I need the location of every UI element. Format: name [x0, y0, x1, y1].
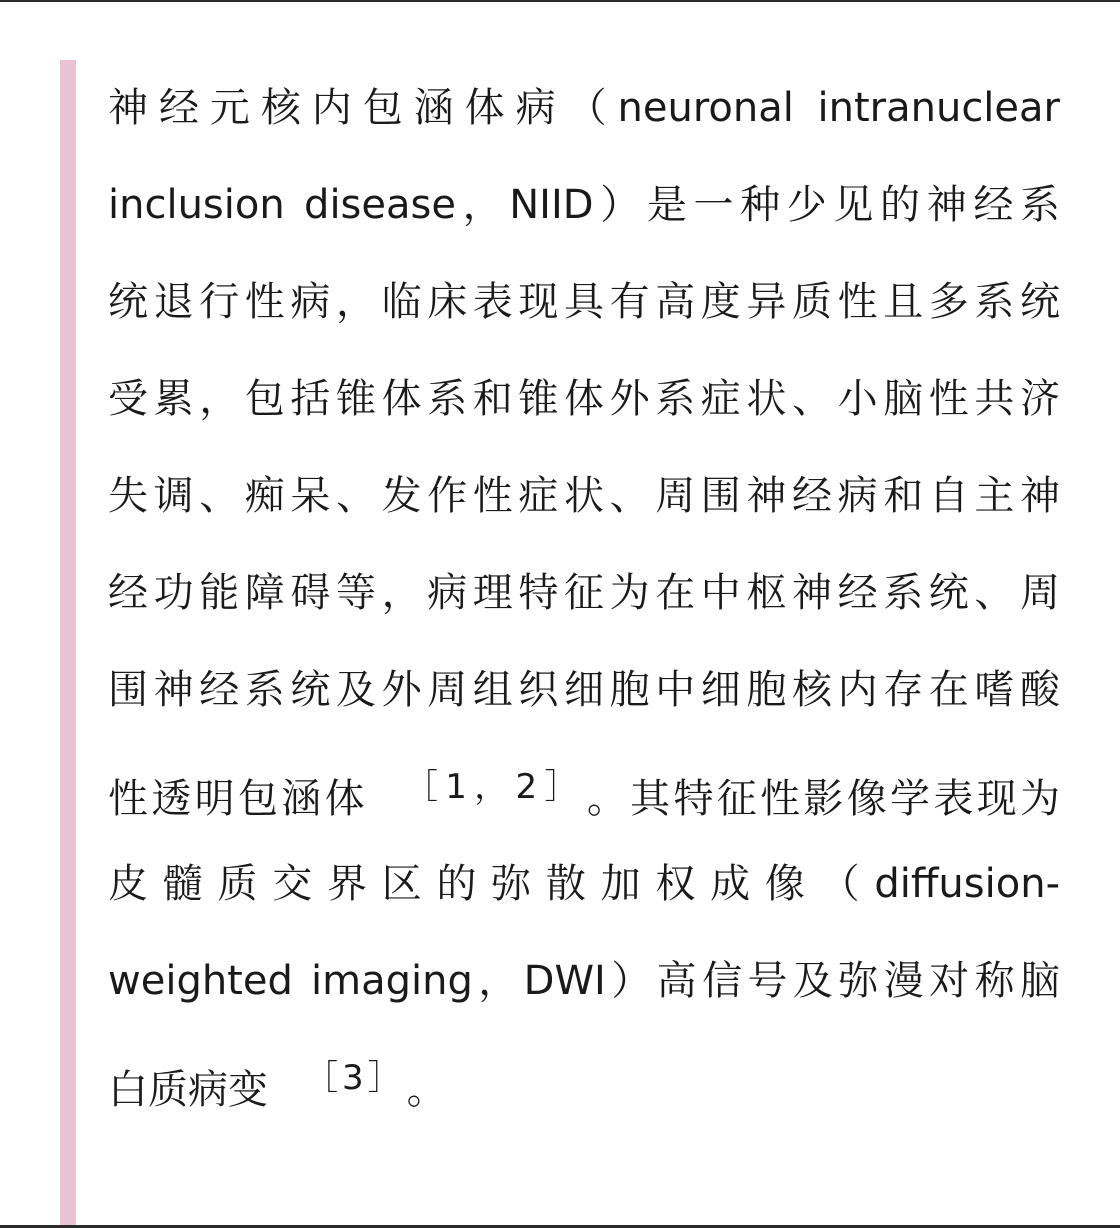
paragraph-line: 围神经系统及外周组织细胞中细胞核内存在嗜酸	[108, 667, 1060, 713]
paragraph-line: 经功能障碍等，病理特征为在中枢神经系统、周	[108, 570, 1060, 616]
paragraph-line: 受累，包括锥体系和锥体外系症状、小脑性共济	[108, 376, 1060, 422]
blockquote-bar	[60, 60, 76, 1228]
paragraph-line: 神经元核内包涵体病（neuronal intranuclear	[108, 85, 1060, 131]
paragraph-line	[108, 1030, 1060, 1127]
paragraph-line: inclusion disease，NIID）是一种少见的神经系	[108, 182, 1060, 228]
citation-link[interactable]: ［3］	[304, 1058, 389, 1098]
article-paragraph	[108, 60, 1060, 1127]
line-text: 。其特征性影像学表现为	[586, 776, 1060, 822]
citation-link[interactable]: ［1，2］	[403, 767, 569, 807]
line-text: 。	[406, 1067, 447, 1113]
paragraph-line: 皮髓质交界区的弥散加权成像（diffusion-	[108, 861, 1060, 907]
line-text: 性透明包涵体	[108, 776, 368, 822]
line-text: 白质病变	[108, 1067, 268, 1113]
paragraph-line: weighted imaging，DWI）高信号及弥漫对称脑	[108, 958, 1060, 1004]
top-border	[0, 0, 1120, 2]
paragraph-line: 失调、痴呆、发作性症状、周围神经病和自主神	[108, 473, 1060, 519]
paragraph-line: 统退行性病，临床表现具有高度异质性且多系统	[108, 279, 1060, 325]
paragraph-line	[108, 739, 1060, 836]
